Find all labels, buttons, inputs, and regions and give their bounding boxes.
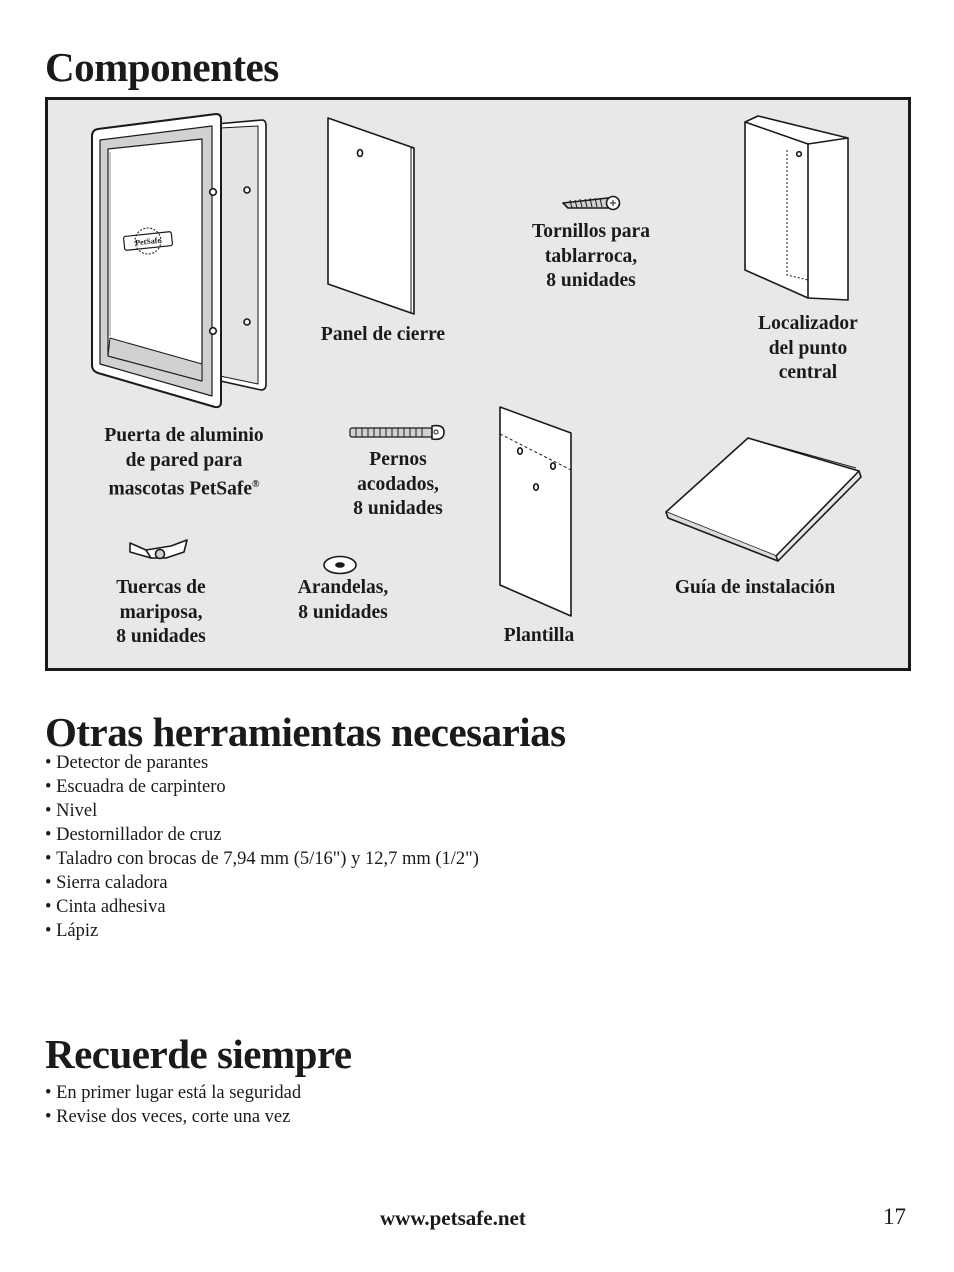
list-item: • Taladro con brocas de 7,94 mm (5/16") y 12,7 mm (1/2") — [45, 847, 479, 871]
remember-list — [45, 1081, 301, 1129]
wing-nuts-label: Tuercas de mariposa, 8 unidades — [116, 577, 206, 647]
center-locator-label: Localizador del punto central — [758, 313, 858, 383]
registered-mark: ® — [252, 479, 260, 490]
list-item: • Cinta adhesiva — [45, 895, 479, 919]
list-item: • En primer lugar está la seguridad — [45, 1081, 301, 1105]
install-guide-illustration — [666, 438, 861, 561]
tools-heading: Otras herramientas necesarias — [45, 709, 566, 755]
petsafe-logo-text: PetSafe — [134, 235, 162, 248]
washer-illustration — [324, 557, 356, 574]
closing-panel-illustration — [328, 118, 414, 314]
list-item: • Lápiz — [45, 919, 479, 943]
bolts-label: Pernos acodados, 8 unidades — [353, 449, 443, 519]
bent-bolt-illustration — [350, 426, 444, 440]
list-item: • Destornillador de cruz — [45, 823, 479, 847]
door-label — [76, 424, 292, 502]
list-item: • Nivel — [45, 799, 479, 823]
list-item: • Escuadra de carpintero — [45, 775, 479, 799]
template-illustration — [500, 407, 571, 616]
pet-door-illustration — [92, 114, 266, 407]
remember-heading: Recuerde siempre — [45, 1031, 352, 1077]
list-item: • Sierra caladora — [45, 871, 479, 895]
closing-panel-label: Panel de cierre — [320, 324, 446, 345]
tools-list — [45, 751, 479, 943]
door-label-text: Puerta de aluminio de pared para mascotas PetSafe — [104, 425, 264, 500]
drywall-screws-label: Tornillos para tablarroca, 8 unidades — [532, 221, 650, 291]
wing-nut-illustration — [130, 540, 187, 559]
components-panel — [45, 97, 911, 671]
list-item: • Detector de parantes — [45, 751, 479, 775]
center-locator-illustration — [745, 116, 848, 300]
washers-label: Arandelas, 8 unidades — [297, 577, 389, 623]
footer-url[interactable]: www.petsafe.net — [380, 1206, 526, 1230]
components-heading: Componentes — [45, 44, 279, 90]
page-number: 17 — [883, 1204, 906, 1229]
install-guide-label: Guía de instalación — [674, 577, 836, 598]
drywall-screw-illustration — [563, 197, 620, 210]
template-label: Plantilla — [503, 625, 575, 646]
list-item: • Revise dos veces, corte una vez — [45, 1105, 301, 1129]
